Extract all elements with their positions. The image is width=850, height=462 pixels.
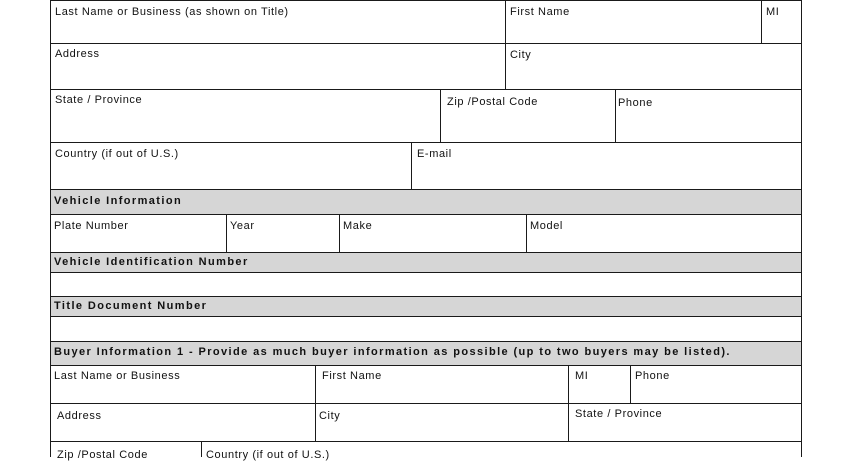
- buyer1-first-name-field[interactable]: [315, 365, 569, 404]
- owner-address-field[interactable]: [50, 43, 506, 90]
- buyer1-address-label: Address: [57, 410, 102, 422]
- buyer1-city-field[interactable]: [315, 403, 569, 442]
- owner-zip-field[interactable]: [440, 89, 616, 143]
- owner-state-label: State / Province: [55, 94, 143, 106]
- buyer1-last-name-field[interactable]: [50, 365, 316, 404]
- vin-title: Vehicle Identification Number: [54, 256, 249, 268]
- make-field[interactable]: [339, 214, 527, 253]
- owner-last-name-field[interactable]: [50, 0, 506, 44]
- owner-first-name-label: First Name: [510, 6, 570, 18]
- year-label: Year: [230, 220, 255, 232]
- plate-number-field[interactable]: [50, 214, 227, 253]
- owner-country-field[interactable]: [50, 142, 412, 190]
- vin-field[interactable]: [50, 272, 802, 297]
- buyer1-header: [50, 341, 802, 366]
- owner-city-label: City: [510, 49, 532, 61]
- owner-address-label: Address: [55, 48, 100, 60]
- owner-last-name-label: Last Name or Business (as shown on Title): [55, 6, 289, 18]
- owner-email-label: E-mail: [417, 148, 452, 160]
- owner-email-field[interactable]: [411, 142, 802, 190]
- owner-mi-label: MI: [766, 6, 780, 18]
- owner-country-label: Country (if out of U.S.): [55, 148, 179, 160]
- buyer1-first-name-label: First Name: [322, 370, 382, 382]
- title-doc-header: [50, 296, 802, 317]
- buyer1-country-field[interactable]: [201, 441, 802, 461]
- buyer1-phone-field[interactable]: [630, 365, 802, 404]
- buyer1-country-label: Country (if out of U.S.): [206, 449, 330, 461]
- buyer1-last-name-label: Last Name or Business: [54, 370, 181, 382]
- owner-phone-label: Phone: [618, 97, 653, 109]
- buyer1-mi-field[interactable]: [568, 365, 631, 404]
- title-doc-title: Title Document Number: [54, 300, 208, 312]
- buyer1-address-field[interactable]: [50, 403, 316, 442]
- model-label: Model: [530, 220, 563, 232]
- buyer1-zip-label: Zip /Postal Code: [57, 449, 148, 461]
- vehicle-info-header: [50, 189, 802, 215]
- owner-city-field[interactable]: [505, 43, 802, 90]
- buyer1-city-label: City: [319, 410, 341, 422]
- buyer1-title: Buyer Information 1 - Provide as much buyer information as possible (up to two buyers may be listed).: [54, 346, 731, 358]
- buyer1-state-label: State / Province: [575, 408, 663, 420]
- plate-number-label: Plate Number: [54, 220, 129, 232]
- buyer1-state-field[interactable]: [568, 403, 802, 442]
- buyer1-zip-field[interactable]: [50, 441, 202, 461]
- owner-phone-field[interactable]: [615, 89, 802, 143]
- owner-state-field[interactable]: [50, 89, 441, 143]
- buyer1-mi-label: MI: [575, 370, 589, 382]
- owner-mi-field[interactable]: [761, 0, 802, 44]
- buyer1-phone-label: Phone: [635, 370, 670, 382]
- owner-first-name-field[interactable]: [505, 0, 762, 44]
- year-field[interactable]: [226, 214, 340, 253]
- model-field[interactable]: [526, 214, 802, 253]
- owner-zip-label: Zip /Postal Code: [447, 96, 538, 108]
- vehicle-info-title: Vehicle Information: [54, 195, 183, 207]
- title-doc-field[interactable]: [50, 316, 802, 342]
- vin-header: [50, 252, 802, 273]
- make-label: Make: [343, 220, 373, 232]
